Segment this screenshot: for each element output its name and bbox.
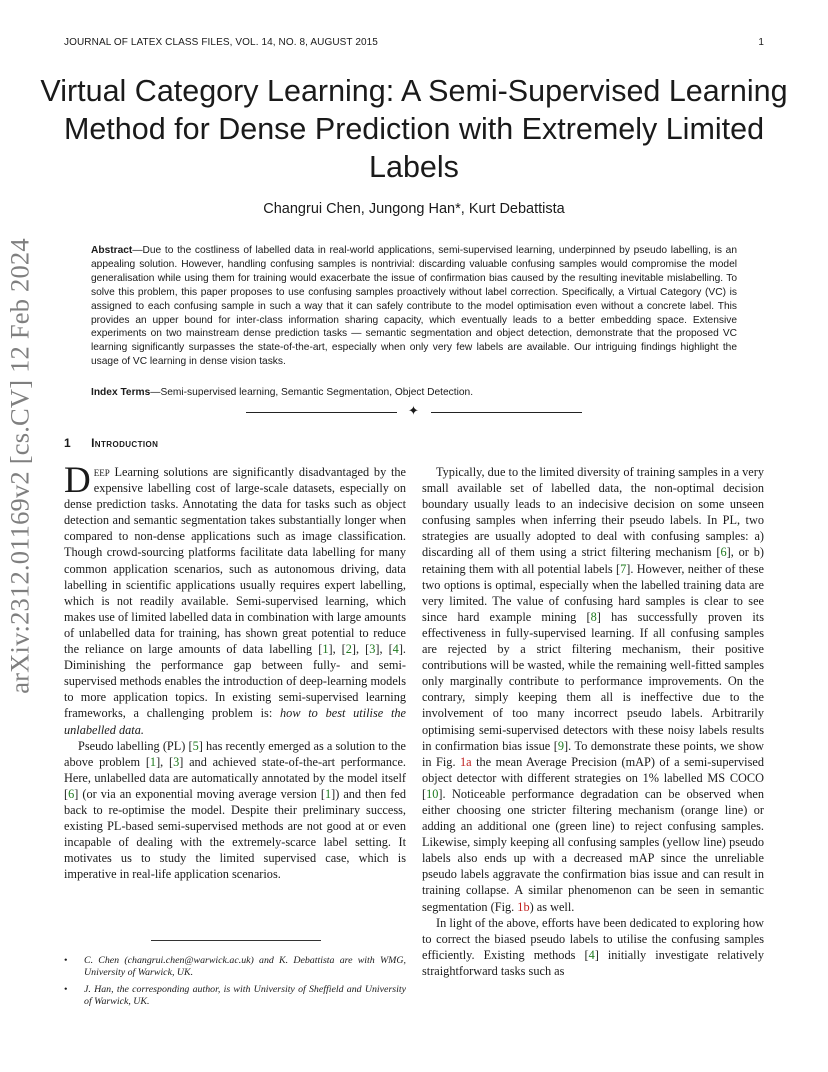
text-run: In light of the above, efforts have been dedicated to exploring how to correct the biased pseudo labels to utilise the confusing samples efficiently. Existing methods [ [422,915,764,962]
text-run: ], [ [156,754,174,769]
divider-diamond-icon: ✦ [408,404,419,419]
author-list: Changrui Chen, Jungong Han*, Kurt Debattista [263,201,565,217]
intro-paragraph-3 [422,464,764,915]
text-run: ], or b) retaining them with all potential labels [ [422,545,764,576]
section-number: 1 [64,436,72,450]
citation-link[interactable]: 1 [149,754,157,769]
citation-link[interactable]: 6 [720,545,727,560]
footnotes [64,955,406,1013]
right-column [422,464,764,979]
text-run: ] has successfully proven its effectiveness in fully-supervised learning. If all confusing samples are rejected by a strict filtering mechanism, their positive contributions will be wasted, while the remaining well-fitted samples only marginally contribute to performance improvements. On the contrary, simply keeping them all is ineffective due to the involvement of too many incorrect pseudo labels. Arbitrarily optimising semi-supervised detectors with these noisy labels results in confirmation bias issue [ [422,609,764,753]
figure-link[interactable]: 1a [460,754,472,769]
text-run: ] initially investigate relatively straightforward tasks such as [422,947,764,978]
footnote-text: C. Chen (changrui.chen@warwick.ac.uk) and K. Debattista are with WMG, University of Warwick, UK. [84,955,406,979]
divider-line-left [246,412,397,413]
abstract [91,244,737,369]
intro-paragraph-2 [64,738,406,883]
italic-question: how to best utilise the unlabelled data. [64,706,406,737]
text-run: ], [ [351,642,370,657]
footnote-item [64,955,406,980]
section-heading [64,436,158,450]
abstract-text: —Due to the costliness of labelled data in real-world applications, semi-supervised learning, underpinned by pseudo labelling, is an appealing solution. However, handling confusing samples is nontrivial: discarding valuable confusing samples would compromise the model generalisation while using them for training would exacerbate the issue of confirmation bias caused by the resulting inevitable mislabelling. To solve this problem, this paper proposes to use confusing samples proactively without label correction. Specifically, a Virtual Category (VC) is assigned to each confusing sample in such a way that it can safely contribute to the model optimisation even without a concrete label. This provides an upper bound for inter-class information sharing capacity, which eventually leads to a better embedding space. Extensive experiments on two mainstream dense prediction tasks — semantic segmentation and object detection, demonstrate that the proposed VC learning significantly surpasses the state-of-the-art, especially when only very few labels are available. Our intriguing findings highlight the usage of VC learning in dense vision tasks. [91,245,737,368]
intro-paragraph-4 [422,915,764,979]
text-run: Pseudo labelling (PL) [ [78,738,193,753]
footnote-rule [151,940,321,941]
citation-link[interactable]: 9 [557,738,565,753]
bullet-icon: • [64,955,68,966]
section-title: Introduction [91,436,159,450]
citation-link[interactable]: 4 [588,947,595,962]
citation-link[interactable]: 8 [590,609,597,624]
text-run: ) as well. [529,899,575,914]
text-run: Typically, due to the limited diversity of training samples in a very small available set of labelled data, the non-optimal decision boundary usually leads to an indecisive decision on some unseen confusing samples when inferring their pseudo labels. In PL, two strategies are usually adopted to deal with confusing samples: a) discarding all of them using a strict filtering mechanism [ [422,465,764,560]
paper-title: Virtual Category Learning: A Semi-Supervised Learning Method for Dense Prediction with Extremely Limited Labels [40,74,788,184]
text-run: ]. Diminishing the performance gap between fully- and semi-supervised methods enables the introduction of deep-learning models to more application topics. In existing semi-supervised learning frameworks, a challenging problem is: [64,642,406,721]
footnote-item [64,984,406,1009]
citation-link[interactable]: 1 [324,786,332,801]
citation-link[interactable]: 3 [173,754,180,769]
citation-link[interactable]: 3 [369,642,376,657]
section-divider [246,404,582,420]
index-terms-label: Index Terms [91,387,151,398]
citation-link[interactable]: 7 [620,561,627,576]
text-run: Learning solutions are significantly disadvantaged by the expensive labelling cost of large-scale datasets, especially on dense prediction tasks. Annotating the data for tasks such as object detection and semantic segmentation takes substantially longer when compared to non-dense applications such as image classification. Though crowd-sourcing platforms facilitate data labelling for many common application scenarios, such as autonomous driving, data labelling in scientific applications usually requires expert labelling, which is not readily available. Semi-supervised learning, which makes use of limited labelled data in combination with large amounts of unlabelled data for training, has shown great potential to reduce the reliance on large amounts of data labelling [ [64,465,406,657]
index-terms-text: —Semi-supervised learning, Semantic Segmentation, Object Detection. [150,387,474,398]
journal-name: JOURNAL OF LATEX CLASS FILES, VOL. 14, NO. 8, AUGUST 2015 [64,37,378,48]
citation-link[interactable]: 5 [192,738,199,753]
citation-link[interactable]: 1 [322,642,329,657]
text-run: ]. However, neither of these two options is optimal, especially when the labelled training data are very limited. The value of confusing hard samples is clear to see since hard example mining [ [422,561,764,624]
text-run: ], [ [375,642,393,657]
page-number: 1 [758,37,764,48]
bullet-icon: • [64,983,68,995]
text-run: the mean Average Precision (mAP) of a semi-supervised object detector with different strategies on 1% labelled MS COCO [ [422,754,764,801]
figure-link[interactable]: 1b [517,899,530,914]
intro-paragraph-1 [64,460,406,738]
divider-line-right [431,412,582,413]
footnote-text: J. Han, the corresponding author, is with University of Sheffield and University of Warwick, UK. [84,983,406,1008]
drop-cap: D [64,460,91,501]
text-run: ] has recently emerged as a solution to the above problem [ [64,738,406,769]
left-column [64,460,406,882]
lead-word: eep [93,465,110,479]
arxiv-stamp-text: arXiv:2312.01169v2 [cs.CV] 12 Feb 2024 [4,238,35,694]
index-terms [91,386,737,400]
citation-link[interactable]: 2 [345,642,352,657]
citation-link[interactable]: 6 [68,786,75,801]
text-run: ] and achieved state-of-the-art performance. Here, unlabelled data are automatically annotated by the model itself [ [64,754,406,801]
citation-link[interactable]: 4 [392,642,399,657]
text-run: ], [ [328,642,346,657]
text-run: ] (or via an exponential moving average version [ [74,786,325,801]
text-run: ]. Noticeable performance degradation can be observed when either choosing one stricter filtering mechanism (orange line) or adding an additional one (green line) to reject confusing samples. Likewise, simply keeping all confusing samples (yellow line) pseudo labels also ends up with a decreased mAP since the unreliable pseudo labels aggravate the confirmation bias issue and can result in training collapse. A similar phenomenon can be seen in semantic segmentation (Fig. [422,786,764,914]
text-run: ]) and then fed back to re-optimise the model. Despite their preliminary success, existing PL-based semi-supervised methods are not good at or even incapable of dealing with the extremely-scarce label setting. It motivates us to study the limited supervised case, which is imperative in real-life application scenarios. [64,786,406,882]
citation-link[interactable]: 10 [426,786,439,801]
abstract-label: Abstract [91,245,133,256]
text-run: ]. To demonstrate these points, we show in Fig. [422,738,765,769]
